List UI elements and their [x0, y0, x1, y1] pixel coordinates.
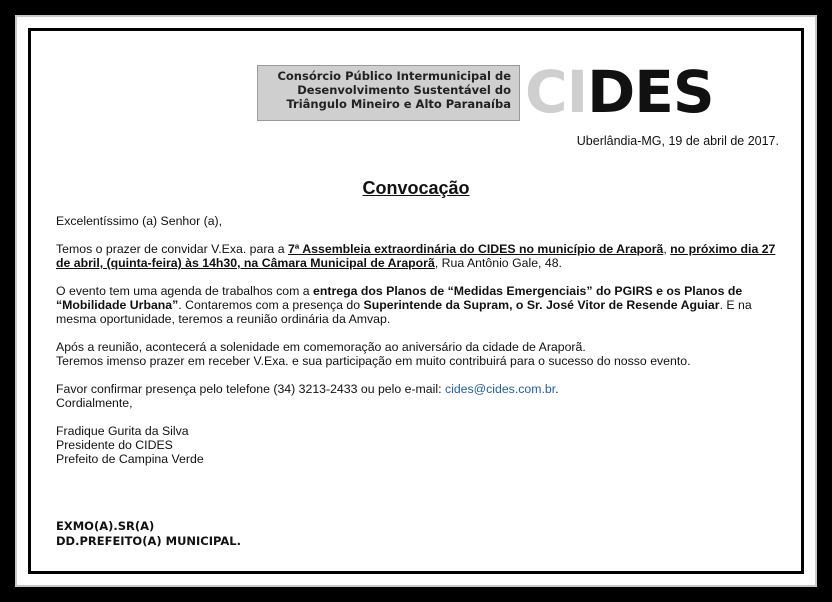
page-title: Convocação — [362, 178, 470, 198]
email-link[interactable]: cides@cides.com.br — [444, 382, 556, 396]
paragraph-confirmation — [56, 382, 779, 410]
recipient-line-1: EXMO(A).SR(A) — [56, 519, 155, 533]
signature-block — [56, 424, 779, 466]
p1-e: , Rua Antônio Gale, 48. — [434, 256, 562, 270]
p1-a: Temos o prazer de convidar V.Exa. para a — [56, 242, 288, 256]
p2-plans: entrega dos Planos de “Medidas Emergenciais” do PGIRS e os Planos de “Mobilidade Urbana” — [56, 284, 743, 312]
recipient-line-2: DD.PREFEITO(A) MUNICIPAL. — [56, 534, 241, 548]
logo-des: DES — [587, 58, 714, 126]
logo-ci: CI — [525, 58, 588, 126]
letter-body — [56, 214, 779, 480]
p3-line2: Teremos imenso prazer em receber V.Exa. e sua participação em muito contribuirá para o sucesso do nosso evento. — [56, 354, 691, 368]
signature-name: Fradique Gurita da Silva — [56, 424, 189, 438]
p4-tail: . — [555, 382, 559, 396]
closing: Cordialmente, — [56, 396, 133, 410]
paragraph-invitation — [56, 242, 779, 270]
outer-frame — [15, 15, 817, 587]
org-line-3: Triângulo Mineiro e Alto Paranaíba — [286, 97, 511, 111]
salutation: Excelentíssimo (a) Senhor (a), — [56, 214, 223, 228]
dateline: Uberlândia-MG, 19 de abril de 2017. — [576, 134, 779, 148]
paragraph-ceremony — [56, 340, 779, 368]
signature-role: Presidente do CIDES — [56, 438, 173, 452]
p2-e: . E na mesma oportunidade, teremos a reunião ordinária da Amvap. — [56, 298, 752, 326]
p2-a: O evento tem uma agenda de trabalhos com a — [56, 284, 314, 298]
p1-c: , — [663, 242, 671, 256]
p1-date-place: no próximo dia 27 de abril, (quinta-feira) às 14h30, na Câmara Municipal de Araporã — [56, 242, 776, 270]
p3-line1: Após a reunião, acontecerá a solenidade em comemoração ao aniversário da cidade de Araporã. — [56, 340, 586, 354]
organization-name-box — [257, 65, 520, 121]
cides-logo — [525, 59, 714, 125]
p4-text: Favor confirmar presença pelo telefone (34) 3213-2433 ou pelo e-mail: — [56, 382, 445, 396]
org-line-2: Desenvolvimento Sustentável do — [297, 83, 511, 97]
document-frame — [28, 28, 804, 574]
p1-event: 7ª Assembleia extraordinária do CIDES no município de Araporã — [287, 242, 664, 256]
signature-role-2: Prefeito de Campina Verde — [56, 452, 204, 466]
recipient-block — [56, 519, 241, 549]
org-line-1: Consórcio Público Intermunicipal de — [277, 69, 511, 83]
p2-c: . Contaremos com a presença do — [178, 298, 364, 312]
paragraph-agenda — [56, 284, 779, 326]
p2-guest: Superintende da Supram, o Sr. José Vitor de Resende Aguiar — [363, 298, 720, 312]
